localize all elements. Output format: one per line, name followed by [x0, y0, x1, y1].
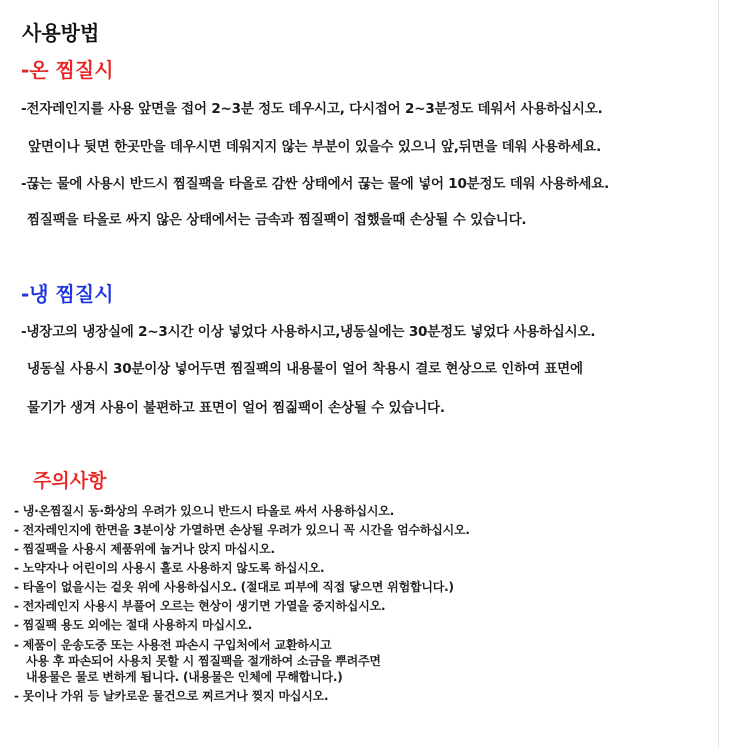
caution-item: - 찜질팩 용도 외에는 절대 사용하지 마십시오. — [14, 618, 253, 632]
hot-line-2: 앞면이나 뒷면 한곳만을 데우시면 데워지지 않는 부분이 있을수 있으니 앞,뒤면을 데워 사용하세요. — [28, 139, 601, 155]
caution-item: - 타올이 없을시는 겉옷 위에 사용하십시오. (절대로 피부에 직접 닿으면 위험합니다.) — [14, 580, 454, 594]
caution-list — [14, 502, 470, 706]
caution-item: - 냉·온찜질시 동·화상의 우려가 있으니 반드시 타올로 싸서 사용하십시오. — [14, 504, 395, 518]
caution-item: - 노약자나 어린이의 사용시 홀로 사용하지 않도록 하십시오. — [14, 561, 325, 575]
caution-item: - 전자레인지 사용시 부풀어 오르는 현상이 생기면 가열을 중지하십시오. — [14, 599, 386, 613]
cold-section-title: -냉 찜질시 — [21, 282, 114, 306]
caution-item: - 전자레인지에 한면을 3분이상 가열하면 손상될 우려가 있으니 꼭 시간을 엄수하십시오. — [14, 523, 470, 537]
cold-line-3: 물기가 생겨 사용이 불편하고 표면이 얼어 찜짊팩이 손상될 수 있습니다. — [27, 400, 445, 416]
caution-section-title: 주의사항 — [33, 470, 107, 492]
caution-multi-line-1: - 제품이 운송도중 또는 사용전 파손시 구입처에서 교환하시고 — [14, 638, 332, 652]
caution-item: - 못이나 가위 등 날카로운 물건으로 찌르거나 찢지 마십시오. — [14, 689, 329, 703]
cold-line-1: -냉장고의 냉장실에 2~3시간 이상 넣었다 사용하시고,냉동실에는 30분정도 넣었다 사용하십시오. — [21, 324, 596, 340]
caution-multi-line-2: 사용 후 파손되어 사용치 못할 시 찜질팩을 절개하여 소금을 뿌려주면 — [26, 654, 381, 668]
hot-line-1: -전자레인지를 사용 앞면을 접어 2~3분 정도 데우시고, 다시접어 2~3분정도 데워서 사용하십시오. — [21, 101, 603, 117]
hot-line-3: -끊는 물에 사용시 반드시 찜질팩을 타올로 감싼 상태에서 끊는 물에 넣어 10분정도 데워 사용하세요. — [21, 176, 610, 192]
cold-line-2: 냉동실 사용시 30분이상 넣어두면 찜질팩의 내용물이 얼어 착용시 결로 현상으로 인하여 표면에 — [27, 361, 583, 377]
caution-item-multiline — [14, 635, 470, 687]
caution-multi-line-3: 내용물은 물로 변하게 됩니다. (내용물은 인체에 무해합니다.) — [26, 670, 343, 684]
page-title: 사용방법 — [22, 21, 100, 45]
hot-line-4: 찜질팩을 타올로 싸지 않은 상태에서는 금속과 찜질팩이 접했을때 손상될 수 있습니다. — [27, 212, 527, 228]
right-edge-divider — [718, 0, 719, 748]
caution-item: - 찜질팩을 사용시 제품위에 눕거나 앉지 마십시오. — [14, 542, 275, 556]
hot-section-title: -온 찜질시 — [21, 58, 114, 82]
